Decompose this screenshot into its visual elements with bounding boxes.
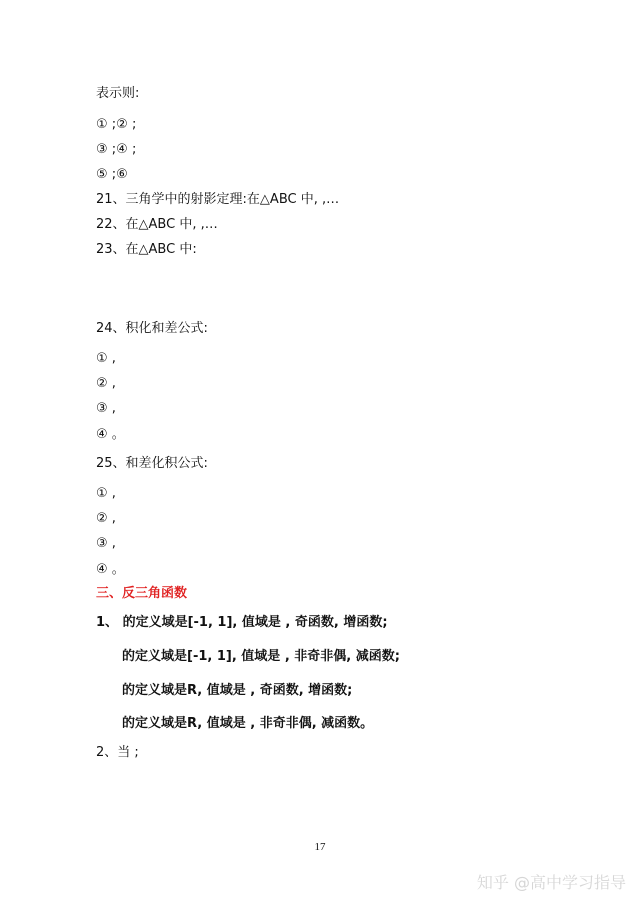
text-line: 1、 的定义域是[-1, 1], 值域是 , 奇函数, 增函数; — [96, 615, 388, 630]
text-line: 25、和差化积公式: — [96, 456, 208, 471]
text-line: 表示则: — [96, 86, 140, 101]
text-line: ① , — [96, 351, 116, 366]
page-number: 17 — [314, 841, 326, 853]
watermark: 知乎 @高中学习指导 — [476, 873, 626, 892]
text-line: 23、在△ABC 中: — [96, 242, 197, 257]
text-line: 22、在△ABC 中, ,… — [96, 217, 218, 232]
text-line: ① , — [96, 486, 116, 501]
text-line: 的定义域是[-1, 1], 值域是 , 非奇非偶, 减函数; — [122, 649, 400, 664]
text-line: 21、三角学中的射影定理:在△ABC 中, ,… — [96, 192, 340, 207]
text-line: 2、当 ; — [96, 745, 139, 760]
text-line: ③ ;④ ; — [96, 142, 137, 157]
text-line: 的定义域是R, 值域是 , 奇函数, 增函数; — [122, 683, 353, 698]
text-line: ⑤ ;⑥ — [96, 167, 128, 182]
section-heading: 三、反三角函数 — [96, 586, 188, 601]
text-line: ② , — [96, 376, 116, 391]
text-line: 的定义域是R, 值域是 , 非奇非偶, 减函数。 — [122, 716, 374, 731]
text-line: ③ , — [96, 536, 116, 551]
text-line: ② , — [96, 511, 116, 526]
text-line: 24、积化和差公式: — [96, 321, 208, 336]
text-line: ① ;② ; — [96, 117, 137, 132]
text-line: ④ 。 — [96, 562, 125, 577]
text-line: ③ , — [96, 401, 116, 416]
text-line: ④ 。 — [96, 427, 125, 442]
